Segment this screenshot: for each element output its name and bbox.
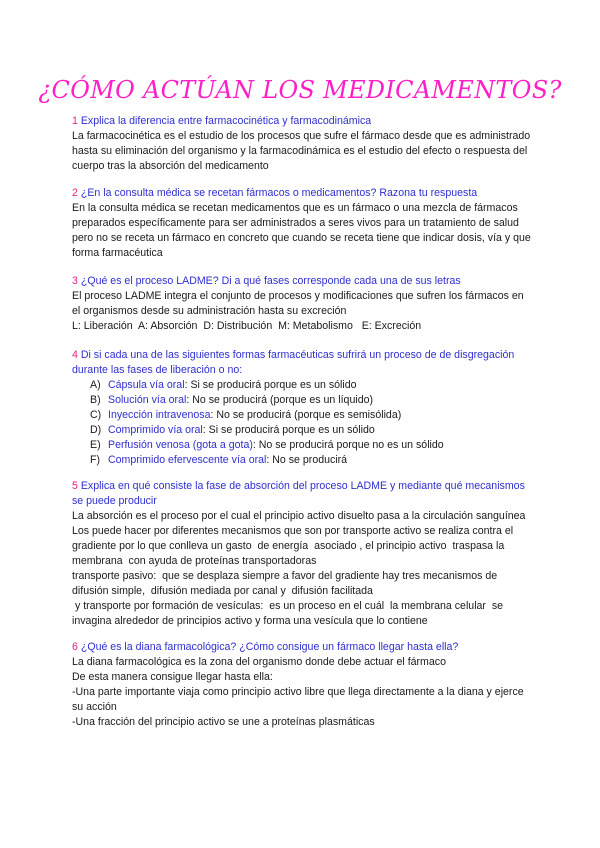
- list-item: [72, 423, 532, 438]
- item-answer: : No se producirá: [266, 454, 348, 466]
- item-letter: E): [90, 439, 101, 451]
- question-4: [72, 348, 532, 468]
- question-number: 2: [72, 187, 78, 199]
- question-text: Explica en qué consiste la fase de absorción del proceso LADME y mediante qué mecanismos se puede producir: [72, 480, 525, 507]
- item-name: Solución vía oral: [108, 394, 187, 406]
- item-name: Cápsula vía oral: [108, 379, 185, 391]
- list-item: [72, 408, 532, 423]
- question-text: ¿En la consulta médica se recetan fármacos o medicamentos? Razona tu respuesta: [80, 187, 478, 199]
- question-5-heading: [72, 479, 532, 509]
- list-item: [72, 378, 532, 393]
- item-name: Perfusión venosa (gota a gota): [108, 439, 253, 451]
- question-2: [72, 186, 532, 261]
- item-answer: : No se producirá (porque es un líquido): [186, 394, 374, 406]
- question-number: 1: [72, 115, 78, 127]
- question-2-heading: [72, 186, 532, 201]
- item-letter: C): [90, 409, 102, 421]
- item-name: Comprimido vía oral: [108, 424, 203, 436]
- question-6: [72, 640, 532, 730]
- page-title: ¿CÓMO ACTÚAN LOS MEDICAMENTOS?: [38, 76, 562, 104]
- item-letter: F): [90, 454, 100, 466]
- answer-text: El proceso LADME integra el conjunto de procesos y modificaciones que sufren los fármacos en el organismos desde su administración hasta su excreción: [72, 290, 527, 317]
- question-number: 4: [72, 349, 78, 361]
- question-number: 3: [72, 275, 78, 287]
- item-answer: : No se producirá (porque es semisólida): [210, 409, 402, 421]
- item-answer: : Si se producirá porque es un sólido: [202, 424, 375, 436]
- question-text: ¿Qué es la diana farmacológica? ¿Cómo consigue un fármaco llegar hasta ella?: [80, 641, 459, 653]
- question-1: [72, 114, 532, 174]
- list-item: [72, 453, 532, 468]
- question-text: ¿Qué es el proceso LADME? Di a qué fases corresponde cada una de sus letras: [80, 275, 461, 287]
- question-number: 5: [72, 480, 78, 492]
- pharmaceutical-forms-list: [72, 378, 532, 468]
- question-3: [72, 274, 532, 334]
- answer-text: La farmacocinética es el estudio de los procesos que sufre el fármaco desde que es administrado hasta su eliminación del organismo y la farmacodinámica es el estudio del efecto o respuesta del cuerpo tras la absorción del medicamento: [72, 130, 534, 172]
- ladme-letters: L: Liberación A: Absorción D: Distribución M: Metabolismo E: Excreción: [72, 320, 422, 332]
- item-answer: : Si se producirá porque es un sólido: [184, 379, 357, 391]
- answer-text: La diana farmacológica es la zona del organismo donde debe actuar el fármaco De esta manera consigue llegar hasta ella: -Una parte importante viaja como principio activo libre que llega directamente a la diana y ejerce su acción -Una fracción del principio activo se une a proteínas plasmáticas: [72, 656, 524, 728]
- question-number: 6: [72, 641, 78, 653]
- item-letter: B): [90, 394, 101, 406]
- question-text: Explica la diferencia entre farmacocinética y farmacodinámica: [80, 115, 372, 127]
- question-5: [72, 479, 532, 629]
- question-6-heading: [72, 640, 532, 655]
- question-text: Di si cada una de las siguientes formas farmacéuticas sufrirá un proceso de de disgregación durante las fases de liberación o no:: [72, 349, 515, 376]
- question-1-heading: [72, 114, 532, 129]
- question-4-heading: [72, 348, 532, 378]
- item-letter: D): [90, 424, 102, 436]
- answer-text: La absorción es el proceso por el cual el principio activo disuelto pasa a la circulación sanguínea Los puede hacer por diferentes mecanismos que son por transporte activo se realiza contra el gradiente por lo que conlleva un gasto de energía asociado , el principio activo traspasa la membrana con ayuda de proteínas transportadoras transporte pasivo: que se desplaza siempre a favor del gradiente hay tres mecanismos de difusión simple, difusión mediada por canal y difusión facilitada y transporte por formación de vesículas: es un proceso en el cuál la membrana celular se invagina alrededor de principios activo y forma una vesícula que lo contiene: [72, 510, 526, 627]
- list-item: [72, 393, 532, 408]
- item-name: Comprimido efervescente vía oral: [108, 454, 267, 466]
- item-name: Inyección intravenosa: [108, 409, 211, 421]
- item-letter: A): [90, 379, 101, 391]
- question-3-heading: [72, 274, 532, 289]
- answer-text: En la consulta médica se recetan medicamentos que es un fármaco o una mezcla de fármacos preparados específicamente para ser administrados a seres vivos para un tratamiento de salud pero no se receta un fármaco en concreto que cuando se receta tiene que indicar dosis, vía y que forma farmacéutica: [72, 202, 534, 259]
- list-item: [72, 438, 532, 453]
- item-answer: : No se producirá porque no es un sólido: [252, 439, 444, 451]
